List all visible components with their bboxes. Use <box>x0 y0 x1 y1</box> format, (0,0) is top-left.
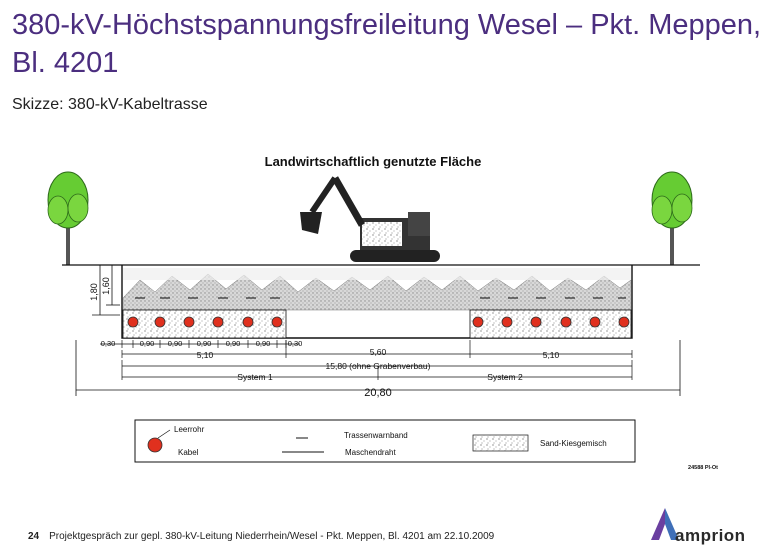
spacing-label: 0,90 <box>139 339 155 348</box>
spacing-label: 0,90 <box>167 339 183 348</box>
legend-kabel: Kabel <box>178 448 199 457</box>
legend-sand: Sand-Kiesgemisch <box>540 439 607 448</box>
spacing-label: 0,30 <box>100 339 116 348</box>
page-title: 380-kV-Höchstspannungsfreileitung Wesel – Pkt. Meppen, Bl. 4201 <box>12 9 762 79</box>
system-1-label: System 1 <box>237 372 273 382</box>
sand-bed-system-1 <box>123 310 286 338</box>
depth-label-1: 1,80 <box>89 283 99 301</box>
spacing-label: 0,90 <box>255 339 271 348</box>
footer <box>28 531 494 542</box>
center-gap-label: 5,60 <box>369 347 387 357</box>
legend <box>135 420 635 462</box>
excavator-icon <box>300 178 440 262</box>
legend-trassenwarnband: Trassenwarnband <box>344 431 408 440</box>
diagram-heading: Landwirtschaftlich genutzte Fläche <box>264 154 482 169</box>
inner-width-label: 15,80 (ohne Grabenverbau) <box>325 361 431 371</box>
system-2-label: System 2 <box>487 372 523 382</box>
page-subtitle: Skizze: 380-kV-Kabeltrasse <box>12 96 208 113</box>
total-width-label: 20,80 <box>364 387 392 399</box>
legend-maschendraht: Maschendraht <box>345 448 396 457</box>
cable-legend-icon <box>148 438 162 452</box>
page-number: 24 <box>28 531 40 542</box>
legend-leerrohr: Leerrohr <box>174 425 205 434</box>
spacing-label: 0,90 <box>196 339 212 348</box>
tree-left-icon <box>48 172 88 265</box>
sand-bed-system-2 <box>470 310 631 338</box>
amprion-logo <box>645 506 765 546</box>
footer-text: Projektgespräch zur gepl. 380-kV-Leitung Niederrhein/Wesel - Pkt. Meppen, Bl. 4201 am 22.10.2009 <box>49 531 495 542</box>
drawing-reference: 24588 Pl-Ot <box>688 465 718 471</box>
spacing-label: 0,90 <box>225 339 241 348</box>
tree-right-icon <box>652 172 692 265</box>
spacing-label: 0,30 <box>287 339 303 348</box>
logo-text: amprion <box>675 526 746 545</box>
depth-label-2: 1,60 <box>101 277 111 295</box>
system-width-left: 5,10 <box>196 350 214 360</box>
sand-legend-icon <box>473 435 528 451</box>
system-width-right: 5,10 <box>542 350 560 360</box>
